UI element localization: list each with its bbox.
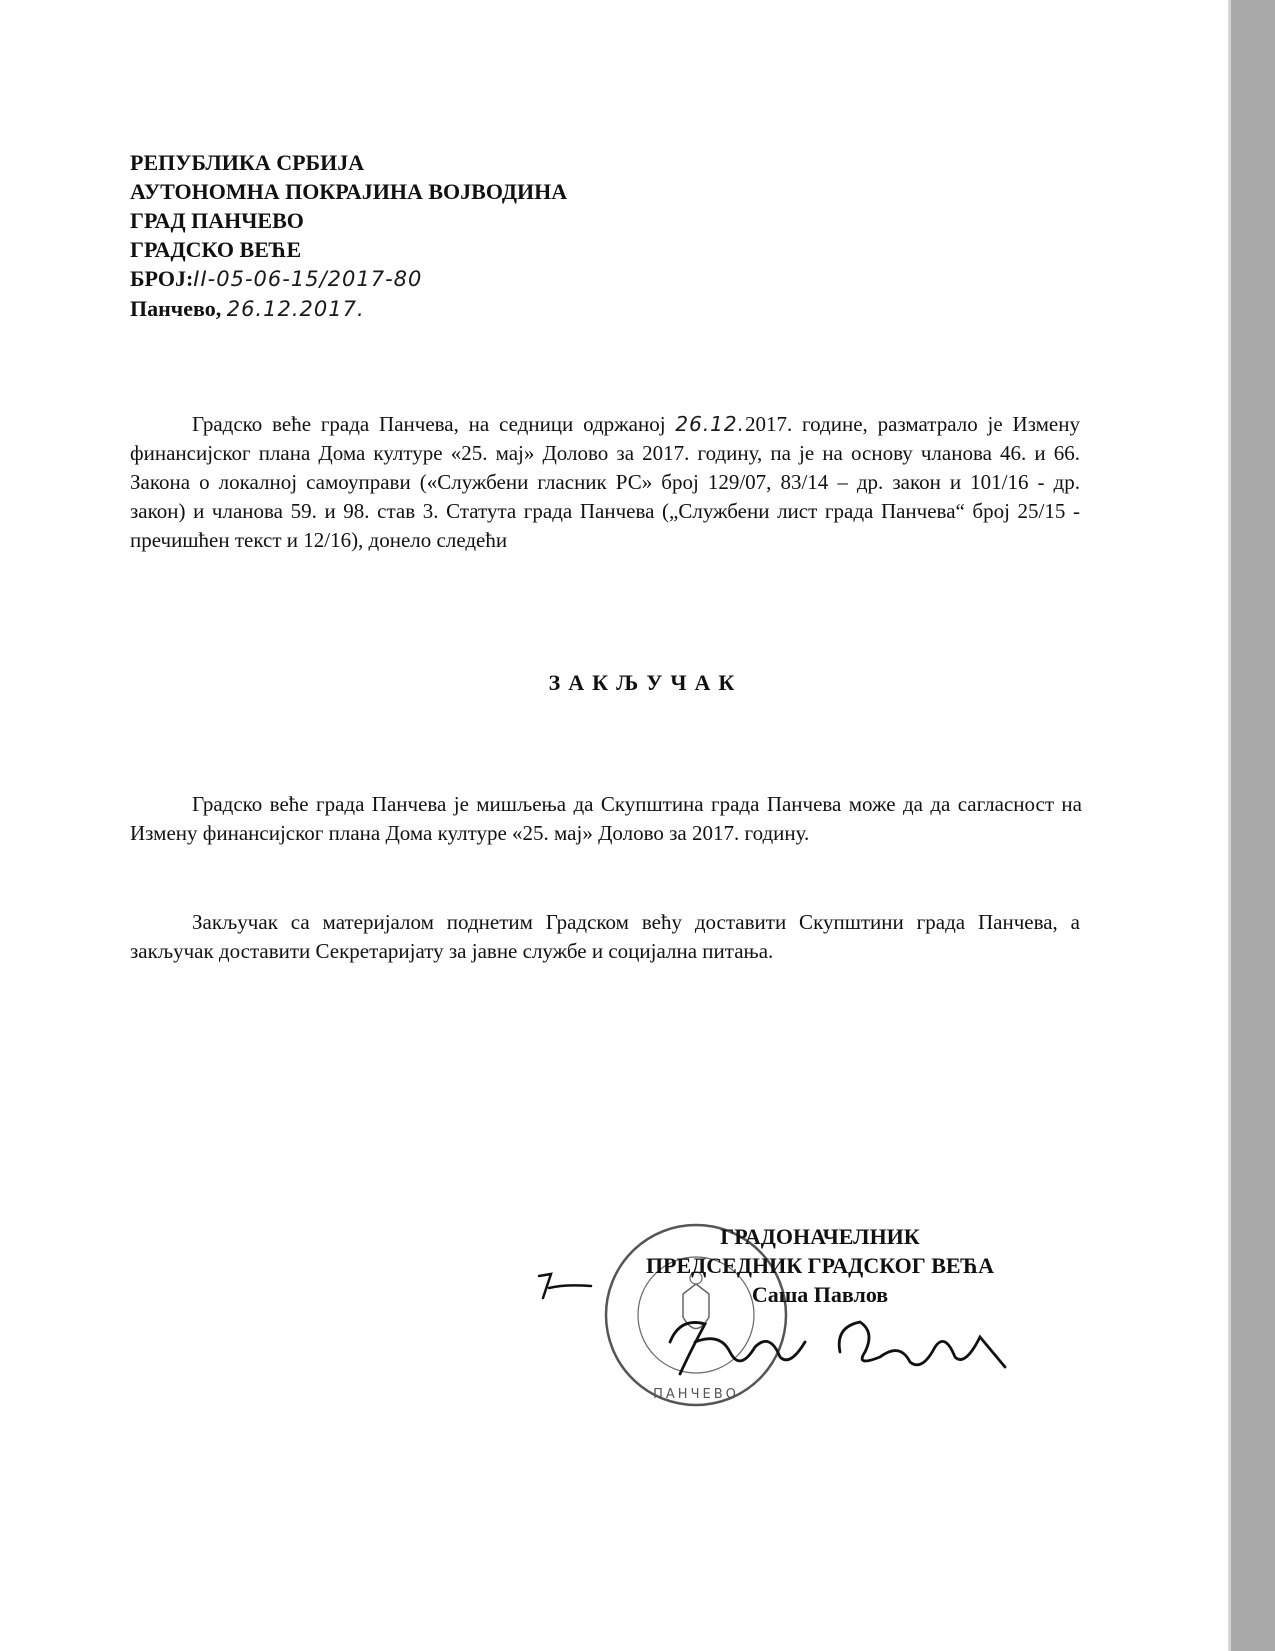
header-council: ГРАДСКО ВЕЋЕ — [130, 237, 302, 262]
intro-paragraph — [130, 410, 1080, 555]
date-handwritten: 26.12.2017. — [226, 297, 365, 321]
document-header — [130, 148, 567, 324]
conclusion-paragraph-1 — [130, 790, 1082, 848]
svg-text:ПАНЧЕВО: ПАНЧЕВО — [653, 1387, 739, 1402]
header-place-date — [130, 294, 567, 324]
place-label: Панчево, — [130, 296, 222, 321]
header-city: ГРАД ПАНЧЕВО — [130, 208, 304, 233]
scan-edge — [1231, 0, 1275, 1651]
header-province: АУТОНОМНА ПОКРАЈИНА ВОЈВОДИНА — [130, 179, 568, 204]
signatory-name: Саша Павлов — [751, 1282, 889, 1307]
handwritten-signature — [660, 1312, 1020, 1382]
intro-before-date: Градско веће града Панчева, на седници одржаној — [192, 412, 676, 436]
signatory-title-mayor: ГРАДОНАЧЕЛНИК — [720, 1224, 920, 1249]
number-handwritten: II-05-06-15/2017-80 — [193, 267, 423, 291]
intro-date-handwritten: 26.12. — [675, 412, 745, 436]
initial-mark — [535, 1266, 595, 1302]
intro-after-date: 2017. године, разматрало је Измену финансијског плана Дома културе «25. мај» Долово за 2017. годину, па је на основу чланова 46. и 66. Закона о локалној самоуправи («Службени гласник РС» број 129/07, 83/14 – др. закон и 101/16 - др. закон) и чланова 59. и 98. став 3. Статута града Панчева („Службени лист града Панчева“ број 25/15 - пречишћен текст и 12/16), донело следећи — [130, 412, 1080, 552]
header-republic: РЕПУБЛИКА СРБИЈА — [130, 150, 365, 175]
signatory-title-president: ПРЕДСЕДНИК ГРАДСКОГ ВЕЋА — [645, 1253, 995, 1278]
conclusion-text-2: Закључак са материјалом поднетим Градском већу доставити Скупштини града Панчева, а закључак доставити Секретаријату за јавне службе и социјална питања. — [130, 910, 1080, 963]
conclusion-paragraph-2 — [130, 908, 1080, 966]
number-label: БРОЈ: — [130, 266, 194, 291]
conclusion-text-1: Градско веће града Панчева је мишљења да Скупштина града Панчева може да да сагласност на Измену финансијског плана Дома културе «25. мај» Долово за 2017. годину. — [130, 792, 1082, 845]
document-title: ЗАКЉУЧАК — [548, 670, 743, 695]
signature-block — [590, 1222, 1050, 1309]
header-number — [130, 264, 567, 294]
